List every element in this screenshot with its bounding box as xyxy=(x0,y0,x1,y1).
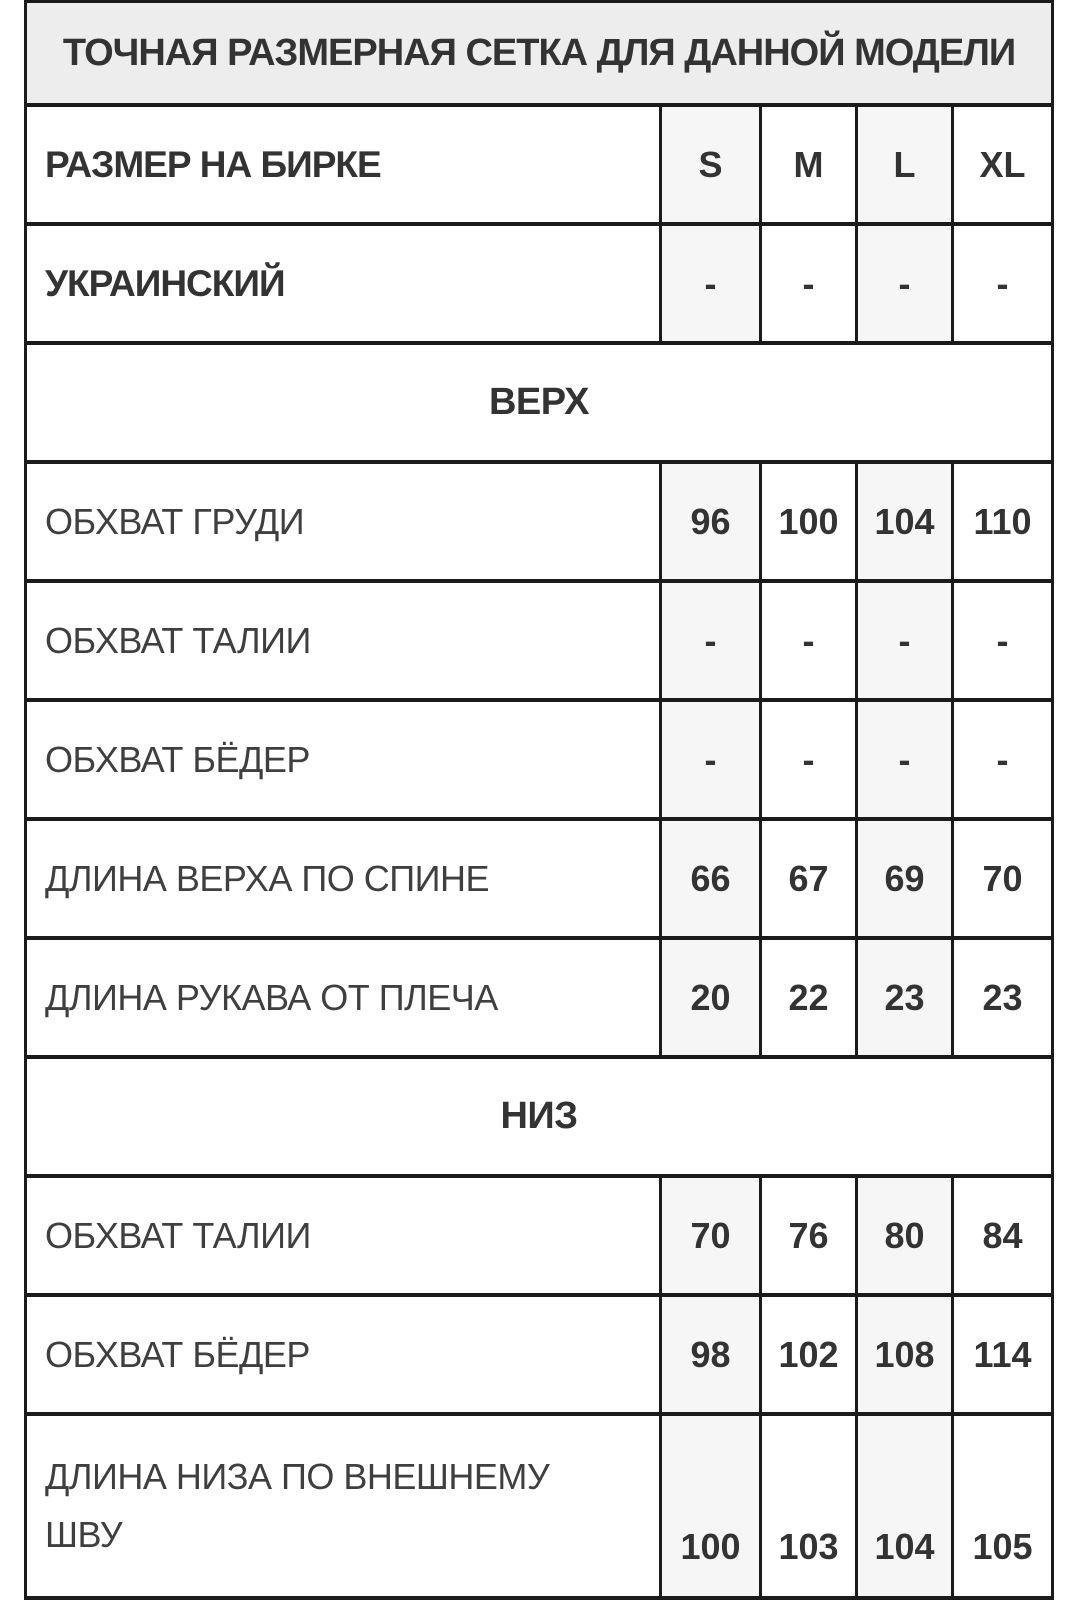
value-cell-xl: 23 xyxy=(953,938,1053,1057)
table-row xyxy=(26,462,1053,581)
value-cell-m: - xyxy=(761,700,857,819)
section-row-top xyxy=(26,343,1053,462)
value-cell-l: 104 xyxy=(857,462,953,581)
value-cell-m: 102 xyxy=(761,1295,857,1414)
table-row xyxy=(26,819,1053,938)
value-cell-s: 100 xyxy=(661,1414,761,1598)
value-cell-xl: 110 xyxy=(953,462,1053,581)
value-cell-l: 108 xyxy=(857,1295,953,1414)
table-row xyxy=(26,581,1053,700)
size-chart-table xyxy=(24,0,1054,1600)
value-cell-xl: 84 xyxy=(953,1176,1053,1295)
value-cell-l: 104 xyxy=(857,1414,953,1598)
value-cell-xl: 105 xyxy=(953,1414,1053,1598)
section-title-bottom: НИЗ xyxy=(26,1057,1053,1176)
value-cell-s: 70 xyxy=(661,1176,761,1295)
section-title-top: ВЕРХ xyxy=(26,343,1053,462)
table-row xyxy=(26,938,1053,1057)
size-on-tag-row xyxy=(26,105,1053,224)
value-cell-m: 100 xyxy=(761,462,857,581)
value-cell-m: - xyxy=(761,581,857,700)
title-row xyxy=(26,1,1053,105)
value-cell-s: 96 xyxy=(661,462,761,581)
value-cell-xl: - xyxy=(953,224,1053,343)
value-cell-l: 69 xyxy=(857,819,953,938)
value-cell-xl: - xyxy=(953,581,1053,700)
row-label-top-back-length: ДЛИНА ВЕРХА ПО СПИНЕ xyxy=(26,819,661,938)
row-label-hips-bottom: ОБХВАТ БЁДЕР xyxy=(26,1295,661,1414)
value-cell-s: 98 xyxy=(661,1295,761,1414)
value-cell-s: - xyxy=(661,224,761,343)
row-label-sleeve-length: ДЛИНА РУКАВА ОТ ПЛЕЧА xyxy=(26,938,661,1057)
row-label-size-on-tag: РАЗМЕР НА БИРКЕ xyxy=(26,105,661,224)
value-cell-l: 23 xyxy=(857,938,953,1057)
size-chart-container xyxy=(24,0,1051,1600)
column-header-m: M xyxy=(761,105,857,224)
value-cell-l: - xyxy=(857,700,953,819)
column-header-l: L xyxy=(857,105,953,224)
value-cell-s: 20 xyxy=(661,938,761,1057)
row-label-bottom-outer-seam-length xyxy=(26,1414,661,1598)
table-row xyxy=(26,1295,1053,1414)
value-cell-l: - xyxy=(857,581,953,700)
value-cell-l: 80 xyxy=(857,1176,953,1295)
value-cell-m: - xyxy=(761,224,857,343)
value-cell-m: 22 xyxy=(761,938,857,1057)
row-label-waist-bottom: ОБХВАТ ТАЛИИ xyxy=(26,1176,661,1295)
column-header-xl: XL xyxy=(953,105,1053,224)
value-cell-l: - xyxy=(857,224,953,343)
table-row xyxy=(26,700,1053,819)
table-row xyxy=(26,1176,1053,1295)
value-cell-m: 76 xyxy=(761,1176,857,1295)
value-cell-m: 103 xyxy=(761,1414,857,1598)
row-label-waist-top: ОБХВАТ ТАЛИИ xyxy=(26,581,661,700)
ukrainian-size-row xyxy=(26,224,1053,343)
value-cell-s: - xyxy=(661,581,761,700)
table-row xyxy=(26,1414,1053,1598)
section-row-bottom xyxy=(26,1057,1053,1176)
column-header-s: S xyxy=(661,105,761,224)
value-cell-s: 66 xyxy=(661,819,761,938)
row-label-hips-top: ОБХВАТ БЁДЕР xyxy=(26,700,661,819)
value-cell-xl: - xyxy=(953,700,1053,819)
row-label-text: ДЛИНА НИЗА ПО ВНЕШНЕМУ ШВУ xyxy=(45,1456,550,1555)
row-label-ukrainian: УКРАИНСКИЙ xyxy=(26,224,661,343)
value-cell-s: - xyxy=(661,700,761,819)
table-title: ТОЧНАЯ РАЗМЕРНАЯ СЕТКА ДЛЯ ДАННОЙ МОДЕЛИ xyxy=(26,1,1053,105)
value-cell-m: 67 xyxy=(761,819,857,938)
value-cell-xl: 70 xyxy=(953,819,1053,938)
row-label-chest: ОБХВАТ ГРУДИ xyxy=(26,462,661,581)
value-cell-xl: 114 xyxy=(953,1295,1053,1414)
